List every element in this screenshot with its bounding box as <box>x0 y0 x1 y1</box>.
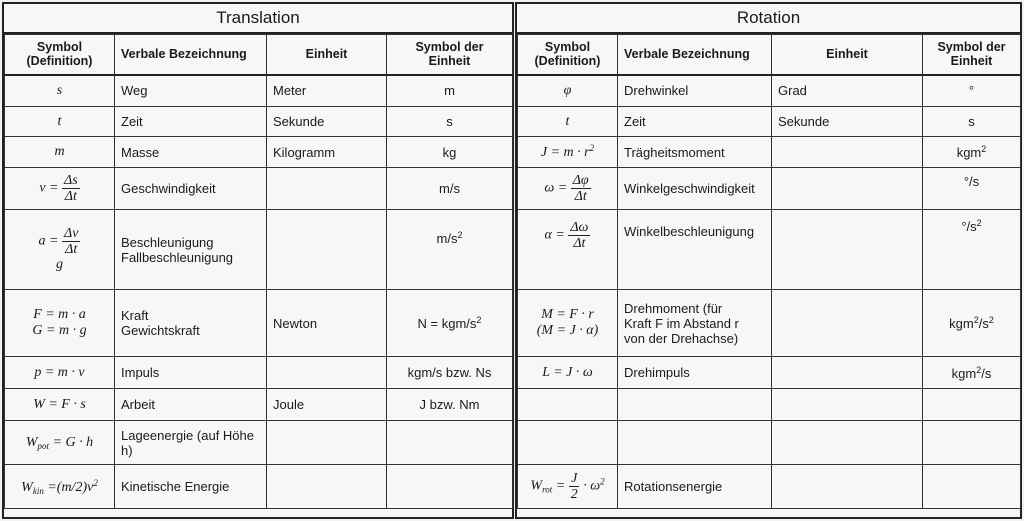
unit-symbol-cell: $kgm^2/s^2$ <box>923 290 1021 357</box>
unit-symbol-cell: kg <box>387 137 513 168</box>
formula-cell: t <box>518 107 618 137</box>
unit-symbol-cell <box>923 389 1021 421</box>
verbal-cell: Drehmoment (für Kraft F im Abstand r von der Drehachse) <box>618 290 772 357</box>
table-row <box>5 421 513 465</box>
verbal-cell: Arbeit <box>115 389 267 421</box>
table-row <box>5 137 513 168</box>
formula-cell: M = F · r (M = J · α) <box>518 290 618 357</box>
table-row <box>5 465 513 509</box>
table-row <box>5 107 513 137</box>
verbal-cell: Impuls <box>115 357 267 389</box>
unit-cell: Meter <box>267 75 387 107</box>
table-row <box>518 210 1021 290</box>
translation-panel <box>2 2 514 519</box>
formula-cell: $J = m \cdot r^2$ <box>518 137 618 168</box>
unit-cell <box>267 210 387 290</box>
unit-cell <box>772 421 923 465</box>
unit-symbol-cell: $m/s^2$ <box>387 210 513 290</box>
header-unit-symbol: Symbol der Einheit <box>387 35 513 75</box>
formula-cell: W = F · s <box>5 389 115 421</box>
unit-cell <box>772 290 923 357</box>
table-row <box>518 168 1021 210</box>
unit-cell <box>772 210 923 290</box>
unit-cell: Sekunde <box>772 107 923 137</box>
formula-cell: α = $\frac{\Delta\omega}{\Delta t}$ <box>518 210 618 290</box>
verbal-cell: Drehimpuls <box>618 357 772 389</box>
formula-cell: $W_{kin} =(m/2)v^2$ <box>5 465 115 509</box>
table-row <box>5 290 513 357</box>
unit-symbol-cell: s <box>387 107 513 137</box>
formula-cell: s <box>5 75 115 107</box>
formula-cell: p = m · v <box>5 357 115 389</box>
formula-cell: ω = $\frac{\Delta\varphi}{\Delta t}$ <box>518 168 618 210</box>
formula-cell: m <box>5 137 115 168</box>
unit-symbol-cell: m <box>387 75 513 107</box>
unit-symbol-cell <box>923 465 1021 509</box>
verbal-cell: Zeit <box>115 107 267 137</box>
table-row <box>518 465 1021 509</box>
header-verbal: Verbale Bezeichnung <box>618 35 772 75</box>
verbal-cell: Winkelgeschwindigkeit <box>618 168 772 210</box>
verbal-cell: Kinetische Energie <box>115 465 267 509</box>
formula-cell: L = J · ω <box>518 357 618 389</box>
header-unit: Einheit <box>772 35 923 75</box>
rotation-table <box>517 34 1021 509</box>
rotation-panel <box>515 2 1022 519</box>
unit-cell <box>772 137 923 168</box>
formula-cell: $W_{rot}$ = $\frac{J}{2}$ · $\omega^2$ <box>518 465 618 509</box>
table-row <box>518 137 1021 168</box>
formula-cell: a = $\frac{\Delta v}{\Delta t}$ g <box>5 210 115 290</box>
unit-symbol-cell: m/s <box>387 168 513 210</box>
verbal-cell: Lageenergie (auf Höhe h) <box>115 421 267 465</box>
verbal-cell <box>618 421 772 465</box>
unit-symbol-cell: kgm$^2$/s <box>923 357 1021 389</box>
unit-cell <box>772 357 923 389</box>
table-row <box>518 75 1021 107</box>
unit-symbol-cell <box>923 421 1021 465</box>
verbal-cell: Geschwindigkeit <box>115 168 267 210</box>
header-unit-symbol: Symbol der Einheit <box>923 35 1021 75</box>
table-row <box>518 357 1021 389</box>
header-symbol: Symbol (Definition) <box>518 35 618 75</box>
formula-cell <box>518 389 618 421</box>
header-verbal: Verbale Bezeichnung <box>115 35 267 75</box>
unit-symbol-cell: kgm/s bzw. Ns <box>387 357 513 389</box>
unit-symbol-cell: J bzw. Nm <box>387 389 513 421</box>
verbal-cell: Kraft Gewichtskraft <box>115 290 267 357</box>
table-row <box>518 389 1021 421</box>
unit-symbol-cell: $^\circ/s^2$ <box>923 210 1021 290</box>
unit-cell <box>772 389 923 421</box>
table-row <box>518 290 1021 357</box>
table-row <box>5 168 513 210</box>
unit-symbol-cell: N = kgm/$s^2$ <box>387 290 513 357</box>
translation-table <box>4 34 513 509</box>
verbal-cell: Rotationsenergie <box>618 465 772 509</box>
unit-symbol-cell: kgm$^2$ <box>923 137 1021 168</box>
unit-symbol-cell: ° <box>923 75 1021 107</box>
unit-cell <box>267 421 387 465</box>
verbal-cell <box>618 389 772 421</box>
unit-cell: Sekunde <box>267 107 387 137</box>
header-symbol: Symbol (Definition) <box>5 35 115 75</box>
verbal-cell: Trägheitsmoment <box>618 137 772 168</box>
unit-cell <box>267 357 387 389</box>
table-row <box>5 75 513 107</box>
formula-cell: F = m · a G = m · g <box>5 290 115 357</box>
table-row <box>5 210 513 290</box>
unit-symbol-cell: °/s <box>923 168 1021 210</box>
verbal-cell: Weg <box>115 75 267 107</box>
unit-symbol-cell: s <box>923 107 1021 137</box>
header-unit: Einheit <box>267 35 387 75</box>
formula-cell: $W_{pot} = G \cdot h$ <box>5 421 115 465</box>
rotation-header-row <box>518 35 1021 75</box>
unit-cell <box>267 168 387 210</box>
formula-cell: φ <box>518 75 618 107</box>
verbal-cell: Zeit <box>618 107 772 137</box>
unit-symbol-cell <box>387 421 513 465</box>
table-row <box>518 421 1021 465</box>
unit-cell <box>772 465 923 509</box>
unit-cell: Kilogramm <box>267 137 387 168</box>
verbal-cell: Beschleunigung Fallbeschleunigung <box>115 210 267 290</box>
unit-cell: Newton <box>267 290 387 357</box>
unit-cell: Joule <box>267 389 387 421</box>
rotation-title: Rotation <box>517 4 1020 34</box>
table-row <box>5 357 513 389</box>
verbal-cell: Drehwinkel <box>618 75 772 107</box>
formula-cell: t <box>5 107 115 137</box>
translation-title: Translation <box>4 4 512 34</box>
unit-symbol-cell <box>387 465 513 509</box>
verbal-cell: Winkelbeschleunigung <box>618 210 772 290</box>
unit-cell <box>772 168 923 210</box>
table-row <box>5 389 513 421</box>
translation-header-row <box>5 35 513 75</box>
unit-cell: Grad <box>772 75 923 107</box>
unit-cell <box>267 465 387 509</box>
formula-cell <box>518 421 618 465</box>
verbal-cell: Masse <box>115 137 267 168</box>
table-row <box>518 107 1021 137</box>
formula-cell: v = $\frac{\Delta s}{\Delta t}$ <box>5 168 115 210</box>
